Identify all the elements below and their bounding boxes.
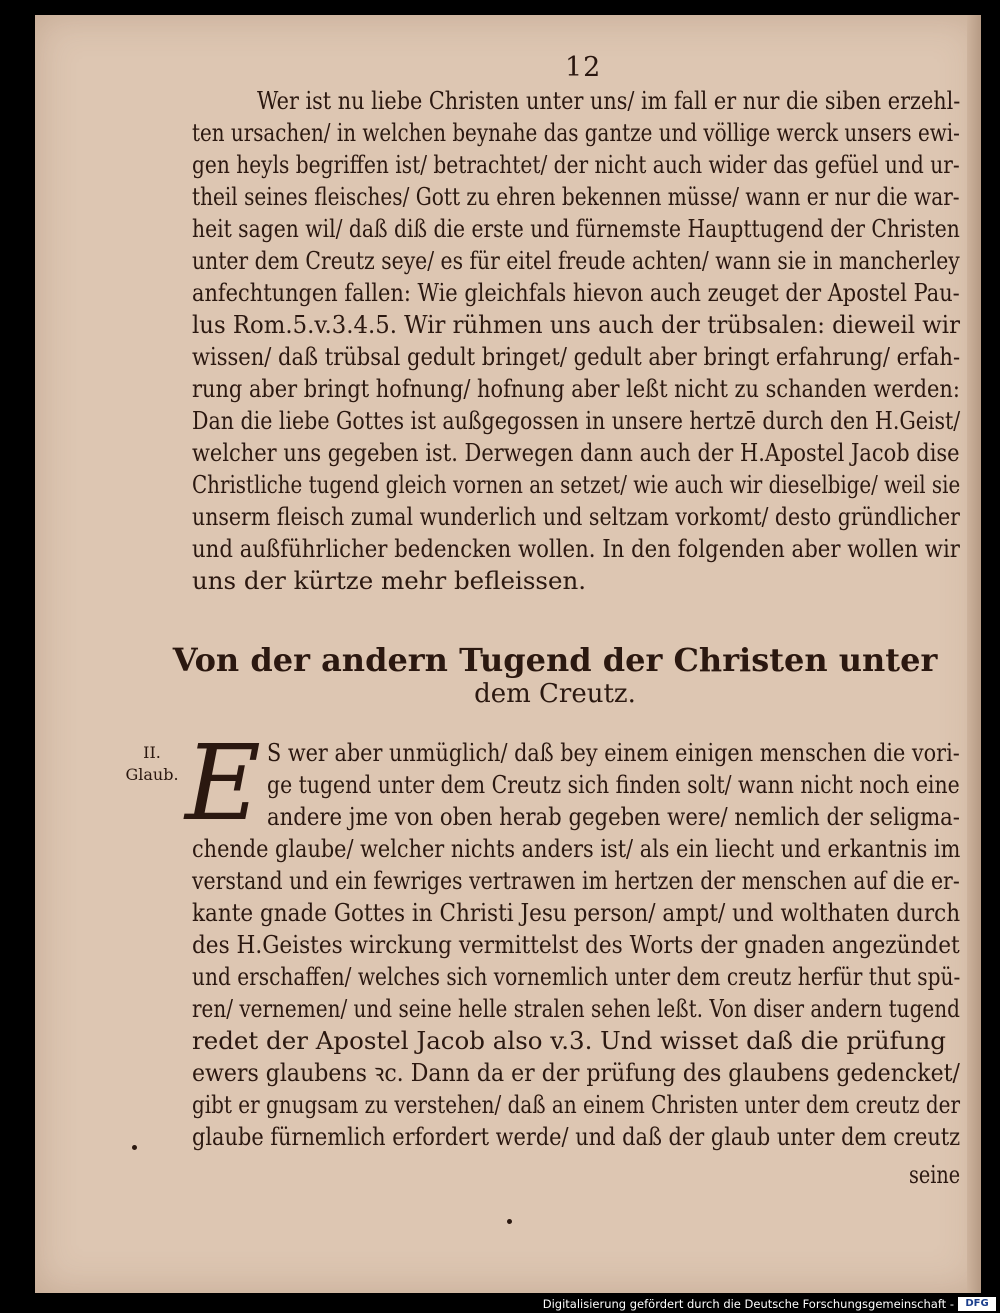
page-edge — [967, 15, 981, 1293]
text-line: ewers glaubens ꝛc. Dann da er der prüfung des glaubens gedencket/ — [192, 1058, 960, 1087]
marginal-number: II. — [143, 743, 161, 762]
text-line: uns der kürtze mehr befleissen. — [192, 566, 587, 595]
text-line: andere jme von oben herab gegeben were/ nemlich der seligma- — [267, 802, 960, 831]
document-page — [35, 15, 981, 1293]
ink-mark — [507, 1219, 512, 1224]
dfg-logo: DFG — [958, 1297, 996, 1311]
text-line: theil seines fleisches/ Gott zu ehren bekennen müsse/ wann er nur die war- — [192, 182, 960, 211]
text-line: unserm fleisch zumal wunderlich und seltzam vorkomt/ desto gründlicher — [192, 502, 960, 531]
text-line: Christliche tugend gleich vornen an setzet/ wie auch wir dieselbige/ weil sie — [192, 470, 961, 499]
text-line: verstand und ein fewriges vertrawen im hertzen der menschen auf die er- — [192, 866, 960, 895]
text-line: kante gnade Gottes in Christi Jesu person/ ampt/ und wolthaten durch — [192, 898, 961, 927]
text-line: und erschaffen/ welches sich vornemlich unter dem creutz herfür thut spü- — [192, 962, 961, 991]
digitization-credit: Digitalisierung gefördert durch die Deutsche Forschungsgemeinschaft - — [542, 1297, 954, 1311]
text-line: glaube fürnemlich erfordert werde/ und daß der glaub unter dem creutz — [192, 1122, 961, 1151]
text-line: redet der Apostel Jacob also v.3. Und wisset daß die prüfung — [192, 1026, 946, 1055]
text-line: lus Rom.5.v.3.4.5. Wir rühmen uns auch der trübsalen: dieweil wir — [192, 310, 960, 339]
ink-mark — [132, 1145, 137, 1150]
marginal-label: Glaub. — [125, 765, 179, 784]
text-line: ten ursachen/ in welchen beynahe das gantze und völlige werck unsers ewi- — [192, 118, 960, 147]
text-line: des H.Geistes wirckung vermittelst des Worts der gnaden angezündet — [192, 930, 960, 959]
text-line: wissen/ daß trübsal gedult bringet/ gedult aber bringt erfahrung/ erfah- — [192, 342, 961, 371]
section-heading: Von der andern Tugend der Christen unter — [172, 641, 938, 679]
text-line: welcher uns gegeben ist. Derwegen dann auch der H.Apostel Jacob dise — [192, 438, 960, 467]
text-line: Dan die liebe Gottes ist außgegossen in unsere hertzē durch den H.Geist/ — [192, 406, 961, 435]
catchword: seine — [909, 1160, 961, 1189]
text-line: rung aber bringt hofnung/ hofnung aber leßt nicht zu schanden werden: — [192, 374, 960, 403]
page-number: 12 — [565, 52, 602, 83]
text-line: unter dem Creutz seye/ es für eitel freude achten/ wann sie in mancherley — [192, 246, 960, 275]
text-line: ge tugend unter dem Creutz sich finden solt/ wann nicht noch eine — [267, 770, 960, 799]
text-line: heit sagen wil/ daß diß die erste und fürnemste Haupttugend der Christen — [192, 214, 960, 243]
text-line: Wer ist nu liebe Christen unter uns/ im fall er nur die siben erzehl- — [257, 86, 961, 115]
text-line: chende glaube/ welcher nichts anders ist/ als ein liecht und erkantnis im — [192, 834, 961, 863]
text-line: ren/ vernemen/ und seine helle stralen sehen leßt. Von diser andern tugend — [192, 994, 960, 1023]
text-line: und außführlicher bedencken wollen. In den folgenden aber wollen wir — [192, 534, 960, 563]
text-line: gibt er gnugsam zu verstehen/ daß an einem Christen unter dem creutz der — [192, 1090, 961, 1119]
decorative-initial: E — [185, 722, 261, 844]
text-line: S wer aber unmüglich/ daß bey einem einigen menschen die vori- — [267, 738, 960, 767]
section-heading-continued: dem Creutz. — [474, 679, 636, 709]
text-line: gen heyls begriffen ist/ betrachtet/ der nicht auch wider das gefüel und ur- — [192, 150, 960, 179]
text-line: anfechtungen fallen: Wie gleichfals hievon auch zeuget der Apostel Pau- — [192, 278, 960, 307]
